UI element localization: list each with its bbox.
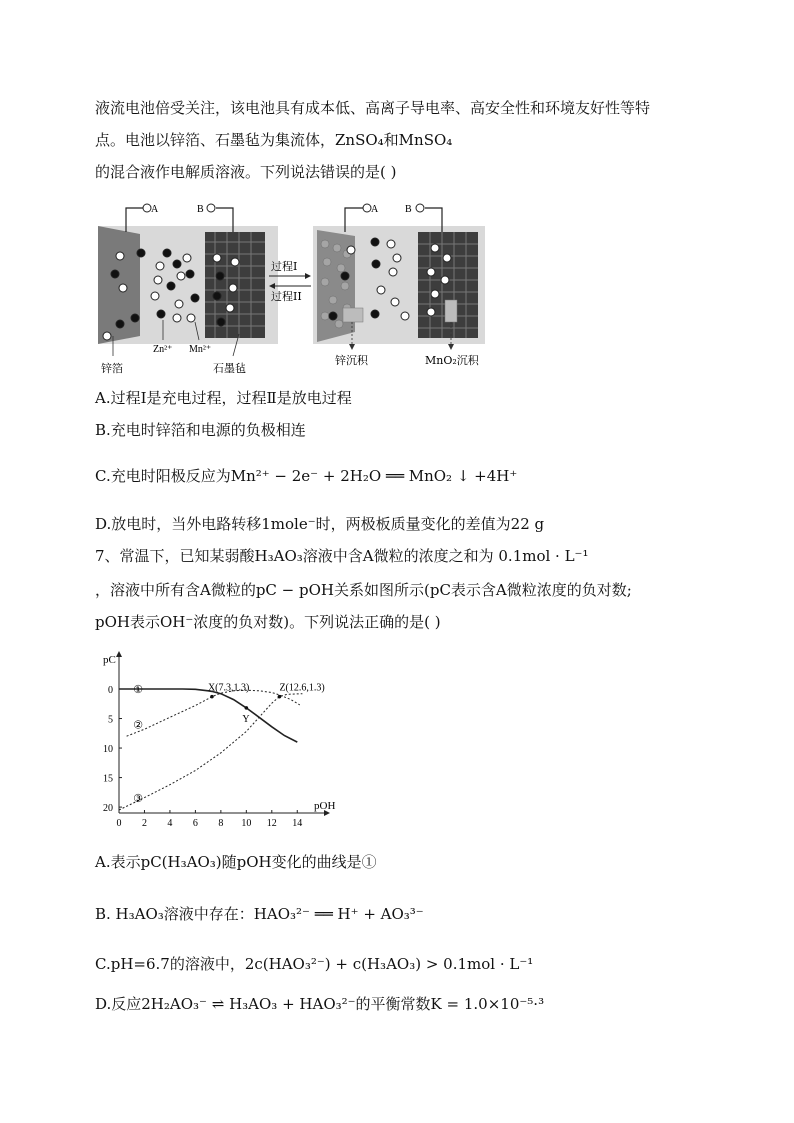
label-zinc-foil: 锌箔 (101, 362, 123, 375)
x-tick-label: 8 (218, 818, 224, 829)
point-label: Z(12.6,1.3) (279, 682, 325, 694)
y-axis-label: pC (103, 654, 116, 666)
label-a-left: A (151, 204, 159, 215)
series-line-1 (119, 689, 297, 742)
label-graphite-felt: 石墨毡 (213, 362, 246, 375)
q7-stem-line2: ，溶液中所有含A微粒的pC − pOH关系如图所示(pC表示含A微粒浓度的负对数; (95, 581, 632, 599)
label-zn-ion: Zn²⁺ (153, 344, 173, 355)
point-marker (210, 695, 214, 699)
q6-intro-line2: 点。电池以锌箔、石墨毡为集流体，ZnSO₄和MnSO₄ (95, 131, 453, 149)
point-marker (278, 695, 282, 699)
point-label: X(7.3,1.3) (207, 682, 250, 694)
series-line-3 (119, 694, 302, 810)
q7-stem-line3: pOH表示OH⁻浓度的负对数)。下列说法正确的是( ) (95, 613, 441, 631)
q6-intro-line3: 的混合液作电解质溶液。下列说法错误的是( ) (95, 163, 397, 181)
q6-intro-line1: 液流电池倍受关注，该电池具有成本低、高离子导电率、高安全性和环境友好性等特 (95, 99, 651, 117)
q7-stem-line1: 7、常温下，已知某弱酸H₃AO₃溶液中含A微粒的浓度之和为 0.1mol · L⁻¹ (95, 547, 589, 565)
x-tick-label: 10 (241, 818, 252, 829)
y-tick-label: 20 (103, 803, 113, 815)
label-process1: 过程I (271, 260, 298, 273)
series-label-2: ② (133, 718, 144, 732)
label-process2: 过程II (271, 290, 302, 303)
q7-option-d: D.反应2H₂AO₃⁻ ⇌ H₃AO₃ + HAO₃²⁻的平衡常数K = 1.0×10⁻⁵·³ (95, 995, 545, 1013)
x-tick-label: 4 (167, 818, 173, 829)
x-axis-label: pOH (314, 800, 336, 812)
label-b-right: B (405, 204, 412, 215)
q7-option-c: C.pH=6.7的溶液中，2c(HAO₃²⁻) + c(H₃AO₃) > 0.1mol · L⁻¹ (95, 955, 534, 973)
q7-option-b: B. H₃AO₃溶液中存在：HAO₃²⁻ ══ H⁺ + AO₃³⁻ (95, 905, 424, 923)
point-label: Y (242, 713, 250, 725)
label-mno2-deposit: MnO₂沉积 (425, 354, 479, 367)
x-tick-label: 2 (141, 818, 147, 829)
label-b-left: B (197, 204, 204, 215)
x-tick-label: 14 (292, 818, 303, 829)
q6-option-b: B.充电时锌箔和电源的负极相连 (95, 421, 306, 439)
y-tick-label: 5 (108, 714, 113, 726)
q6-option-c: C.充电时阳极反应为Mn²⁺ − 2e⁻ + 2H₂O ══ MnO₂ ↓ +4H⁺ (95, 467, 518, 485)
right-cell (313, 204, 485, 367)
q6-option-d: D.放电时，当外电路转移1mole⁻时，两极板质量变化的差值为22 g (95, 515, 545, 533)
label-zinc-deposit: 锌沉积 (335, 354, 368, 367)
battery-figure (95, 196, 490, 376)
y-axis-arrow (116, 651, 122, 657)
q6-option-a: A.过程Ⅰ是充电过程，过程Ⅱ是放电过程 (95, 389, 352, 407)
series-label-1: ① (133, 683, 144, 696)
pc-poh-chart (95, 645, 345, 840)
left-cell (98, 204, 278, 375)
label-a-right: A (371, 204, 379, 215)
x-tick-label: 0 (116, 818, 122, 829)
point-marker (245, 706, 249, 710)
label-mn-ion: Mn²⁺ (189, 344, 212, 355)
y-tick-label: 0 (108, 685, 113, 696)
y-tick-label: 15 (103, 773, 113, 785)
y-tick-label: 10 (103, 744, 113, 756)
x-tick-label: 6 (192, 818, 198, 829)
x-tick-label: 12 (266, 818, 277, 829)
series-label-3: ③ (133, 792, 144, 806)
q7-option-a: A.表示pC(H₃AO₃)随pOH变化的曲线是① (95, 853, 377, 871)
